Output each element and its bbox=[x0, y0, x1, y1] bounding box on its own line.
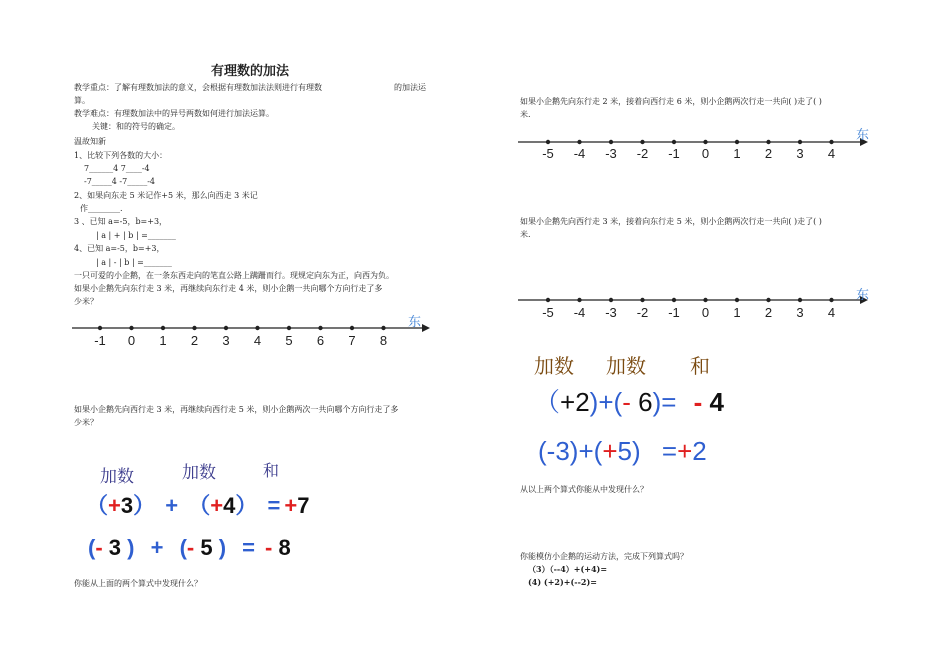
number-line-tick bbox=[609, 140, 613, 144]
penguin-question-east: 如果小企鹅先向东行走 3 米，再继续向东行走 4 米，则小企鹅一共向哪个方向行走了多 bbox=[74, 284, 383, 293]
teaching-difficulty: 教学难点：有理数加法中的异号两数如何进行加法运算。 bbox=[74, 109, 274, 118]
number-line-tick bbox=[255, 326, 259, 330]
number-line-tick-label: -1 bbox=[668, 146, 680, 161]
right-question-2-cont: 米. bbox=[520, 230, 531, 239]
question-1-b: -7_____4 -7_____-4 bbox=[84, 177, 156, 186]
number-line-tick bbox=[609, 298, 613, 302]
sum-header: 和 bbox=[263, 461, 280, 480]
number-line-tick bbox=[287, 326, 291, 330]
number-line-tick bbox=[766, 140, 770, 144]
number-line-tick-label: 4 bbox=[827, 305, 836, 320]
number-line-tick-label: 1 bbox=[159, 333, 167, 348]
right-question-2: 如果小企鹅先向西行走 3 米，接着向东行走 5 米，则小企鹅两次行走一共向( )走了( ) bbox=[520, 217, 822, 226]
addend-header-2: 加数 bbox=[182, 463, 216, 483]
penguin-question-west: 如果小企鹅先向西行走 3 米，再继续向西行走 5 米，则小企鹅两次一共向哪个方向行走了多 bbox=[74, 405, 399, 414]
number-line-tick bbox=[798, 298, 802, 302]
question-3: 3 、已知 a=-5，b=+3， bbox=[74, 217, 168, 226]
number-line-tick bbox=[640, 298, 644, 302]
east-label-right-2: 东 bbox=[856, 288, 870, 303]
addend-header-right-1: 加数 bbox=[534, 354, 574, 378]
review-heading: 温故知新 bbox=[74, 137, 106, 146]
number-line-tick bbox=[161, 326, 165, 330]
penguin-question-east-cont: 少米？ bbox=[74, 297, 98, 306]
right-question-1: 如果小企鹅先向东行走 2 米，接着向西行走 6 米，则小企鹅两次行走一共向( )走了( ) bbox=[520, 97, 822, 106]
number-line-tick-label: -1 bbox=[668, 305, 680, 320]
number-line-tick bbox=[546, 298, 550, 302]
number-line-tick bbox=[703, 140, 707, 144]
penguin-question-west-cont: 少米？ bbox=[74, 418, 98, 427]
number-line-tick-label: 2 bbox=[764, 146, 773, 161]
number-line-left bbox=[70, 318, 430, 338]
number-line-tick-label: 2 bbox=[764, 305, 773, 320]
teaching-focus: 教学重点：了解有理数加法的意义，会根据有理数加法法则进行有理数 bbox=[74, 83, 322, 92]
number-line-tick-label: 1 bbox=[733, 146, 741, 161]
number-line-tick-label: -4 bbox=[573, 146, 586, 161]
equation-2: (- 3 ) + (- 5 ) = - 8 bbox=[88, 535, 291, 560]
number-line-tick-label: 7 bbox=[348, 333, 356, 348]
equation-1: （+3） + （+4） = +7 bbox=[86, 493, 310, 518]
number-line-tick bbox=[224, 326, 228, 330]
question-4: 4、已知 a=-5，b=+3， bbox=[74, 244, 165, 253]
number-line-tick bbox=[798, 140, 802, 144]
question-4-expr: | a | - | b | =_______ bbox=[96, 258, 172, 267]
number-line-tick-label: -3 bbox=[605, 305, 617, 320]
discover-question-right: 从以上两个算式你能从中发现什么？ bbox=[520, 485, 648, 494]
number-line-tick bbox=[829, 298, 833, 302]
number-line-tick bbox=[672, 140, 676, 144]
number-line-tick bbox=[577, 298, 581, 302]
question-2-cont: 作________. bbox=[80, 204, 123, 213]
teaching-focus-tail: 的加法运 bbox=[394, 83, 426, 92]
number-line-tick bbox=[672, 298, 676, 302]
addend-header-right-2: 加数 bbox=[606, 354, 646, 378]
discover-question-left: 你能从上面的两个算式中发现什么？ bbox=[74, 579, 202, 588]
number-line-tick-label: 3 bbox=[796, 305, 804, 320]
number-line-tick-label: -4 bbox=[573, 305, 586, 320]
number-line-tick bbox=[703, 298, 707, 302]
number-line-tick bbox=[98, 326, 102, 330]
key-point: 关键：和的符号的确定。 bbox=[92, 122, 180, 131]
number-line-tick-label: 8 bbox=[379, 333, 388, 348]
addend-header-1: 加数 bbox=[100, 467, 134, 487]
question-1-a: 7______4 7____-4 bbox=[84, 164, 150, 173]
number-line-tick bbox=[640, 140, 644, 144]
question-2: 2、如果向东走 5 米记作+5 米，那么向西走 3 米记 bbox=[74, 191, 258, 200]
page-title: 有理数的加法 bbox=[211, 64, 290, 79]
number-line-tick bbox=[735, 298, 739, 302]
number-line-tick-label: -2 bbox=[636, 146, 649, 161]
number-line-tick-label: 3 bbox=[222, 333, 230, 348]
number-line-tick bbox=[766, 298, 770, 302]
number-line-tick-label: 1 bbox=[733, 305, 741, 320]
number-line-tick-label: 0 bbox=[127, 333, 136, 348]
number-line-tick-label: -1 bbox=[94, 333, 106, 348]
number-line-tick bbox=[129, 326, 133, 330]
number-line-tick-label: -2 bbox=[636, 305, 649, 320]
number-line-tick-label: 5 bbox=[285, 333, 293, 348]
number-line-tick-label: -5 bbox=[542, 146, 554, 161]
equation-right-1: （+2)+(- 6)= - 4 bbox=[534, 387, 725, 417]
imitate-question: 你能模仿小企鹅的运动方法，完成下列算式吗？ bbox=[520, 552, 688, 561]
number-line-tick-label: 0 bbox=[701, 146, 710, 161]
teaching-focus-cont: 算。 bbox=[74, 96, 90, 105]
number-line-tick-label: -3 bbox=[605, 146, 617, 161]
number-line-tick-label: 2 bbox=[190, 333, 199, 348]
sum-header-right: 和 bbox=[690, 354, 710, 378]
number-line-right-2 bbox=[516, 290, 868, 310]
question-3-expr: | a | + | b | =_______ bbox=[96, 231, 176, 240]
number-line-tick bbox=[829, 140, 833, 144]
east-label-right-1: 东 bbox=[856, 128, 870, 143]
east-label: 东 bbox=[408, 315, 422, 330]
number-line-tick bbox=[546, 140, 550, 144]
number-line-tick-label: 0 bbox=[701, 305, 710, 320]
number-line-tick bbox=[381, 326, 385, 330]
number-line-tick-label: 4 bbox=[253, 333, 262, 348]
number-line-tick-label: -5 bbox=[542, 305, 554, 320]
number-line-right-1 bbox=[516, 132, 868, 152]
number-line-tick bbox=[577, 140, 581, 144]
penguin-story: 一只可爱的小企鹅，在一条东西走向的笔直公路上蹒跚而行。现规定向东为正，向西为负。 bbox=[74, 271, 394, 280]
number-line-tick-label: 3 bbox=[796, 146, 804, 161]
exercise-3: （3）（--4）+(+4)= bbox=[528, 564, 608, 574]
number-line-tick-label: 4 bbox=[827, 146, 836, 161]
number-line-tick bbox=[735, 140, 739, 144]
question-1: 1、比较下列各数的大小： bbox=[74, 151, 168, 160]
number-line-tick bbox=[318, 326, 322, 330]
number-line-tick bbox=[350, 326, 354, 330]
number-line-tick-label: 6 bbox=[316, 333, 325, 348]
equation-right-2: (-3)+(+5) =+2 bbox=[538, 436, 707, 466]
exercise-4: (4) (+2)+(--2)= bbox=[528, 577, 597, 587]
right-question-1-cont: 米. bbox=[520, 110, 531, 119]
number-line-tick bbox=[192, 326, 196, 330]
